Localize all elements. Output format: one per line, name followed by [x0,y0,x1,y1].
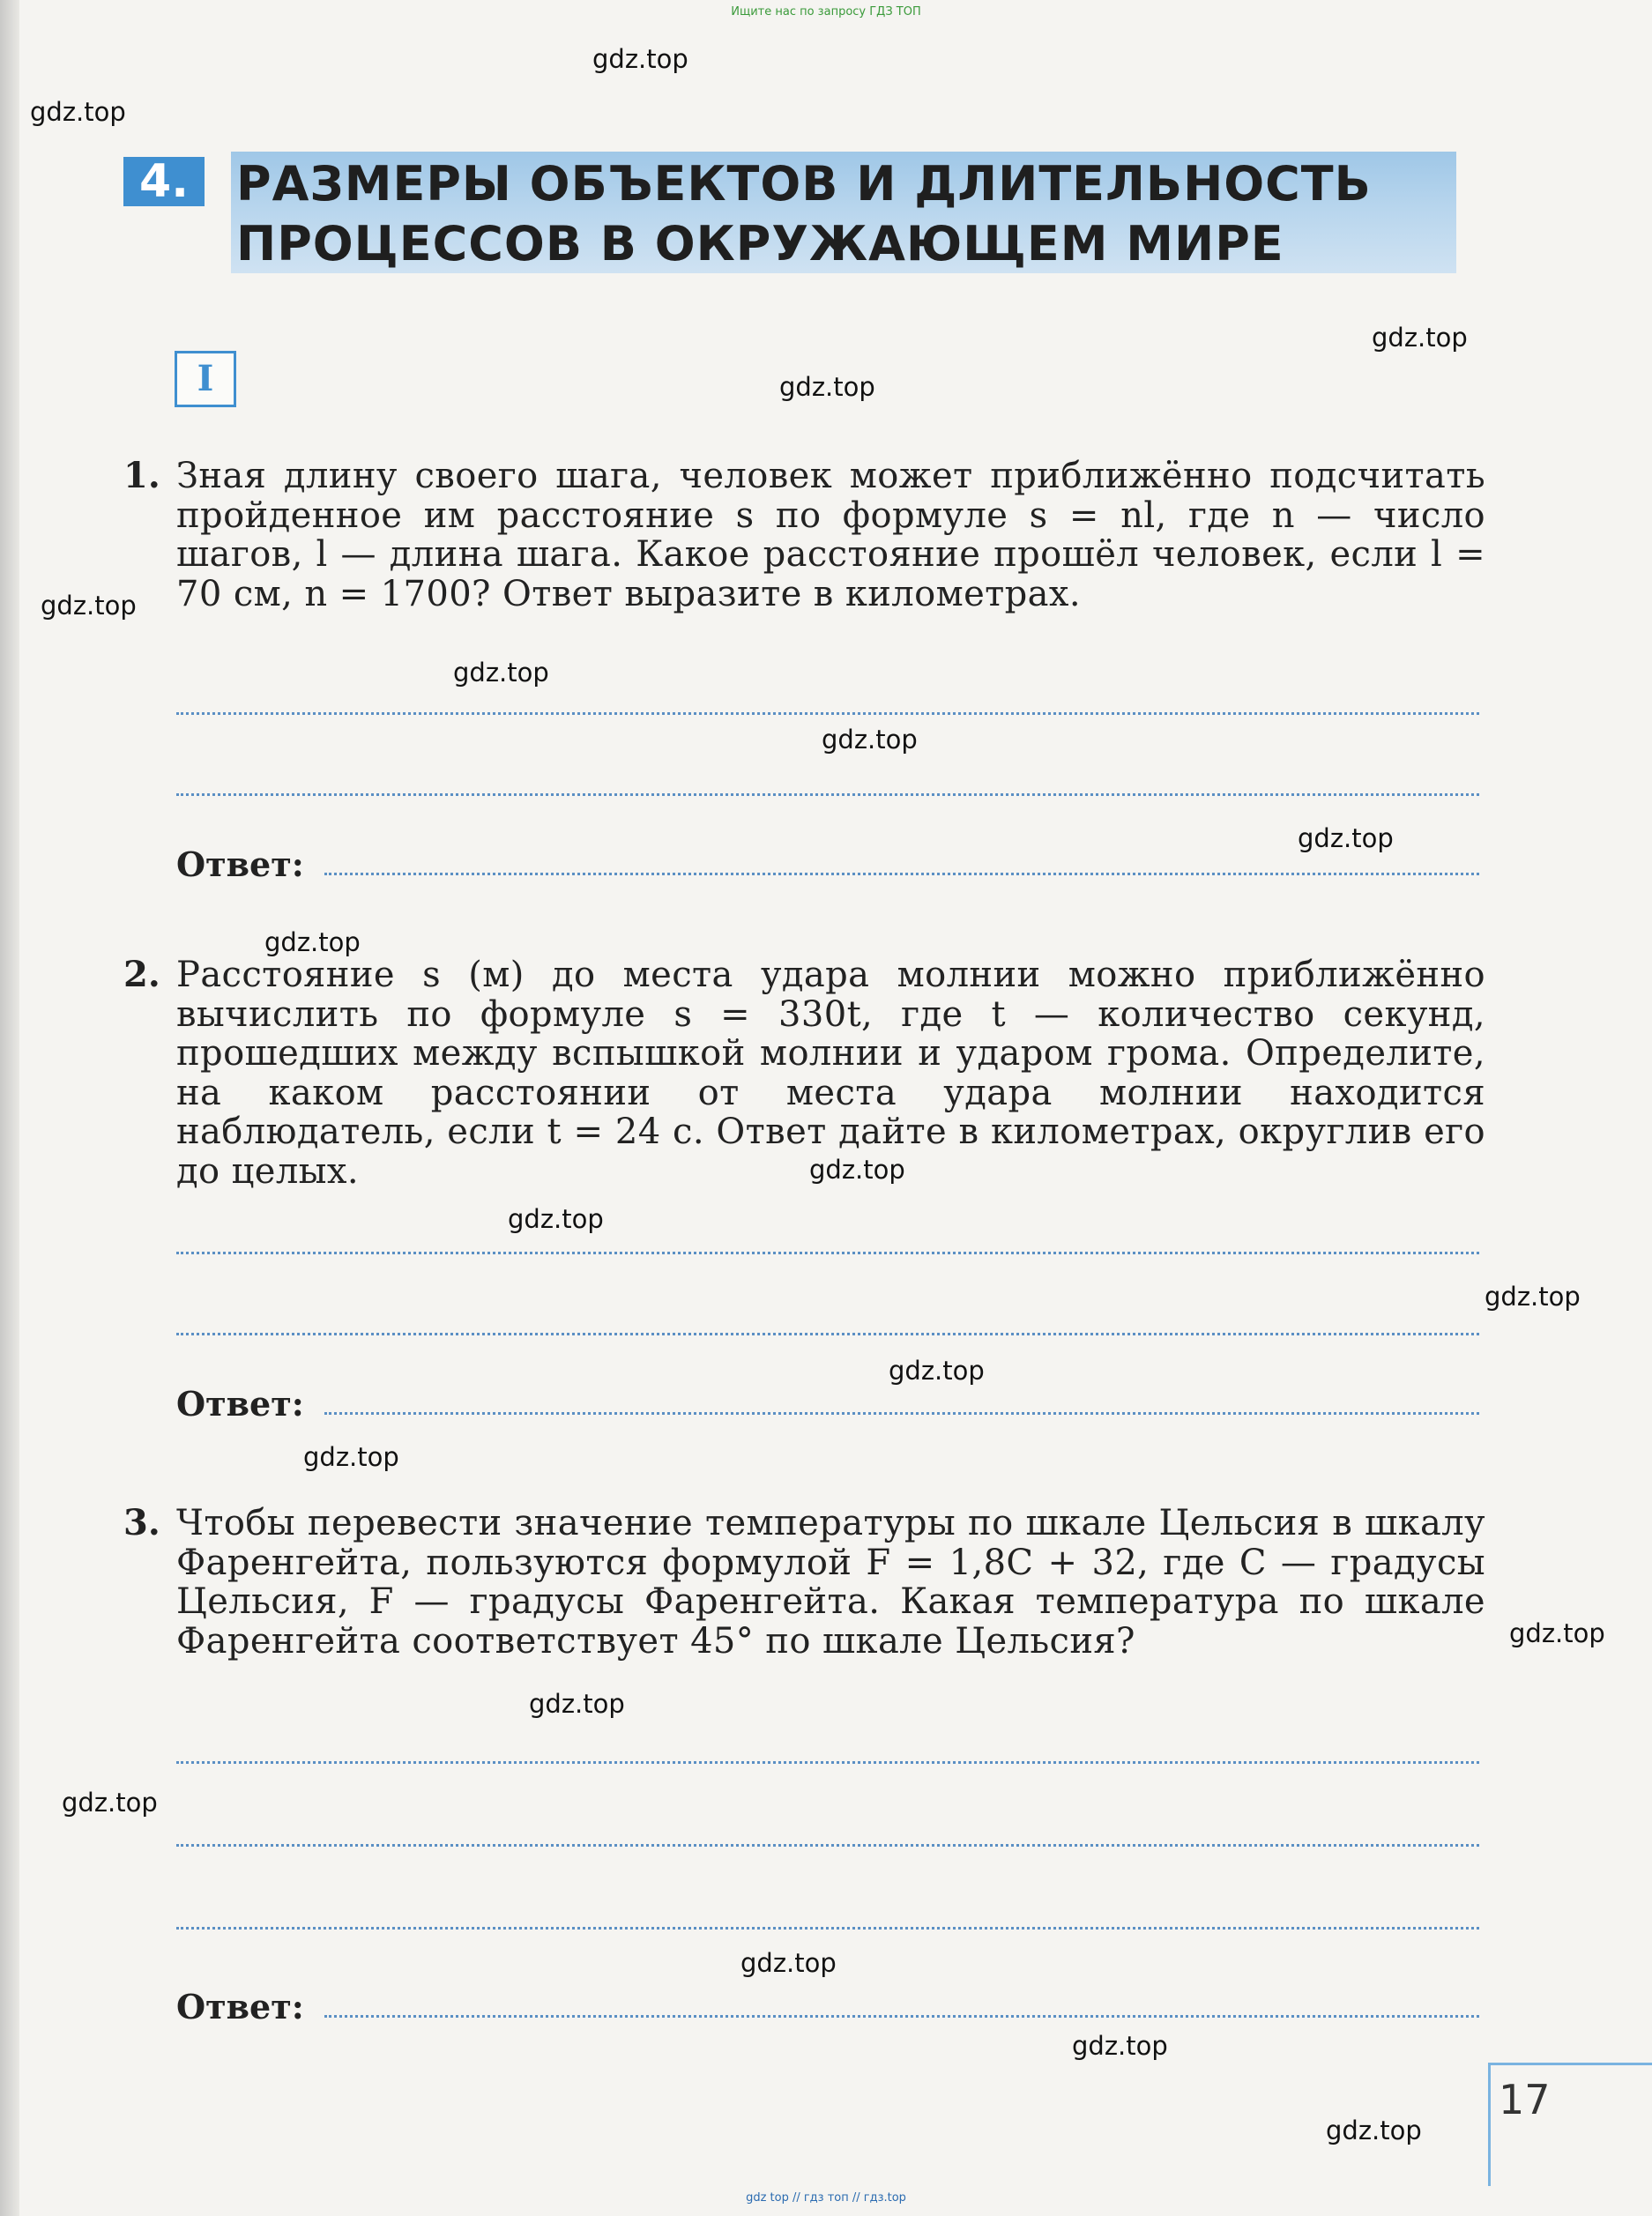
level-badge: I [175,351,236,407]
answer-label: Ответ: [176,844,304,884]
answer-field[interactable] [324,2015,1479,2018]
problem-number: 1. [123,455,160,496]
problem-number: 3. [123,1502,160,1543]
answer-field[interactable] [324,873,1479,875]
problem-text: Зная длину своего шага, человек может приближённо подсчитать пройденное им расстояние s по формуле s = nl, где n — число шагов, l — длина шага. Какое расстояние прошёл человек, если l = 70 см, n = 1700? Ответ выразите в километрах. [176,456,1485,614]
watermark: gdz.top [809,1155,905,1185]
section-title-line-2: ПРОЦЕССОВ В ОКРУЖАЮЩЕМ МИРЕ [236,216,1284,271]
watermark: gdz.top [264,927,361,957]
watermark: gdz.top [779,372,875,402]
answer-line[interactable] [176,1252,1479,1254]
watermark: gdz.top [1485,1282,1581,1312]
answer-line[interactable] [176,1927,1479,1930]
section-title [236,154,1470,274]
watermark: gdz.top [1372,323,1468,353]
page-number: 17 [1499,2076,1551,2123]
watermark: gdz.top [508,1204,604,1234]
watermark: gdz.top [30,97,126,127]
watermark: gdz.top [529,1689,625,1719]
answer-line[interactable] [176,712,1479,715]
answer-label: Ответ: [176,1384,304,1424]
answer-field[interactable] [324,1412,1479,1415]
answer-line[interactable] [176,1844,1479,1847]
section-title-line-1: РАЗМЕРЫ ОБЪЕКТОВ И ДЛИТЕЛЬНОСТЬ [236,156,1372,212]
watermark: gdz.top [740,1948,837,1978]
watermark: gdz.top [62,1788,158,1818]
footer-note: gdz top // гдз топ // гдз.top [746,2191,906,2205]
page-edge [0,0,19,2216]
problem-text: Расстояние s (м) до места удара молнии можно приближённо вычислить по формуле s = 330t, где t — количество секунд, прошедших между вспышкой молнии и ударом грома. Определите, на каком расстоянии от места удара молнии находится наблюдатель, если t = 24 с. Ответ дайте в километрах, округлив его до целых. [176,955,1485,1192]
watermark: gdz.top [453,658,549,688]
watermark: gdz.top [1298,823,1394,853]
answer-line[interactable] [176,1761,1479,1764]
problem-1 [123,457,1485,613]
problem-2 [123,956,1485,1191]
problem-text: Чтобы перевести значение температуры по шкале Цельсия в шкалу Фаренгейта, пользуются формулой F = 1,8C + 32, где C — градусы Цельсия, F — градусы Фаренгейта. Какая температура по шкале Фаренгейта соответствует 45° по шкале Цельсия? [176,1503,1485,1662]
watermark: gdz.top [592,44,688,74]
problem-number: 2. [123,954,160,995]
answer-label: Ответ: [176,1987,304,2026]
problem-3 [123,1504,1485,1661]
watermark: gdz.top [889,1356,985,1386]
watermark: gdz.top [303,1442,399,1472]
section-number: 4. [123,157,205,206]
answer-line[interactable] [176,793,1479,796]
watermark: gdz.top [1326,2116,1422,2145]
watermark: gdz.top [822,725,918,755]
answer-line[interactable] [176,1333,1479,1335]
watermark: gdz.top [1072,2031,1168,2061]
watermark: gdz.top [1509,1618,1605,1648]
header-note: Ищите нас по запросу ГДЗ ТОП [731,5,921,19]
watermark: gdz.top [41,591,137,621]
